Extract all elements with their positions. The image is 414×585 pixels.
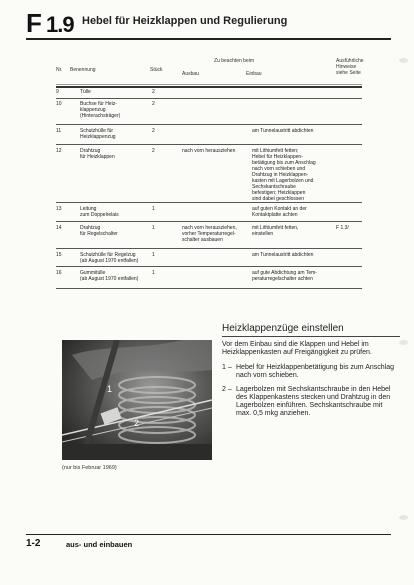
photo-caption: (nur bis Februar 1969) (62, 465, 117, 471)
col-header-ausbau: Ausbau (182, 71, 199, 77)
photo-label-2: 2 (134, 418, 140, 428)
punch-hole (399, 340, 408, 345)
row-divider (56, 266, 362, 267)
section-intro: Vor dem Einbau sind die Klappen und Hebel im Heizklappenkasten auf Freigängigkeit zu prüfen. (222, 341, 372, 356)
row-ausbau: nach vorn herausziehen (182, 148, 236, 154)
row-benennung: Buchse für Heiz- klappenzug (Hinterachsträger) (80, 101, 121, 119)
row-nr: 9 (56, 89, 59, 95)
col-header-einbau: Einbau (246, 71, 262, 77)
page-number: 1-2 (26, 538, 41, 549)
row-einbau: auf guten Kontakt an der Kontaktplatte achten (252, 206, 307, 218)
section-code (26, 8, 74, 39)
col-header-zu-beachten: Zu beachten beim (214, 58, 255, 64)
row-divider (56, 98, 362, 99)
col-header-nr: Nr. (56, 67, 63, 73)
mechanism-photo (62, 340, 212, 460)
row-stueck: 2 (152, 128, 155, 134)
row-benennung: Leitung zum Doppelrelais (80, 206, 119, 218)
row-divider (56, 248, 362, 249)
col-header-hinweise: Ausführliche Hinweise siehe Seite (336, 58, 364, 76)
row-stueck: 2 (152, 101, 155, 107)
row-stueck: 2 (152, 89, 155, 95)
footer-rule (26, 534, 391, 535)
page-title: Hebel für Heizklappen und Regulierung (82, 15, 288, 27)
row-benennung: Gummitülle (ab August 1970 entfallen) (80, 270, 139, 282)
row-stueck: 1 (152, 252, 155, 258)
row-nr: 14 (56, 225, 62, 231)
row-nr: 10 (56, 101, 62, 107)
photo-illustration (62, 340, 212, 460)
row-stueck: 2 (152, 148, 155, 154)
row-einbau: mit Lithiumfett fetten, einstellen (252, 225, 299, 237)
row-stueck: 1 (152, 270, 155, 276)
section-letter: F (26, 8, 41, 38)
punch-hole (399, 58, 408, 63)
section-number: 1.9 (46, 12, 74, 37)
row-divider (56, 144, 362, 145)
col-header-benennung: Benennung (70, 67, 96, 73)
header-rule-thin (56, 84, 362, 85)
step-text: Lagerbolzen mit Sechskantschraube in den Hebel des Klappenkastens stecken und Drahtzug in den Lagerbolzen einführen. Sechskantschraube mit max. 0,5 mkg anziehen. (236, 386, 391, 417)
row-divider (56, 202, 362, 203)
photo-label-1: 1 (107, 384, 113, 394)
page-header (26, 8, 396, 38)
row-einbau: am Tunnelaustritt abdichten (252, 252, 314, 258)
row-ausbau: nach vorn herausziehen, vorher Temperaturregel- schalter ausbauen (182, 225, 237, 243)
section-title: Heizklappenzüge einstellen (222, 323, 344, 334)
step-number: 1 – (222, 364, 232, 371)
step-number: 2 – (222, 386, 232, 393)
footer-title: aus- und einbauen (66, 540, 133, 549)
header-rule (26, 38, 391, 40)
punch-hole (399, 515, 408, 520)
row-benennung: Schutzhülle für Regelzug (ab August 1970 entfallen) (80, 252, 139, 264)
row-nr: 16 (56, 270, 62, 276)
section-rule (222, 336, 400, 337)
row-divider (56, 221, 362, 222)
row-stueck: 1 (152, 225, 155, 231)
row-benennung: Drahtzug für Heizklappen (80, 148, 115, 160)
row-nr: 15 (56, 252, 62, 258)
row-nr: 12 (56, 148, 62, 154)
row-benennung: Drahtzug für Regelschalter (80, 225, 118, 237)
row-benennung: Schutzhülle für Heizklappenzug (80, 128, 116, 140)
row-benennung: Tülle (80, 89, 91, 95)
step-text: Hebel für Heizklappenbetätigung bis zum Anschlag nach vorn schieben. (236, 364, 394, 379)
row-nr: 13 (56, 206, 62, 212)
row-einbau: mit Lithiumfett fetten; Hebel für Heizklappen- betätigung bis zum Anschlag nach vorn schieben und Drahtzug in Heizklappen- kasten mit Lagerbolzen und Sechskantschraube befestigen; Heizklappen sind dabei geschlossen (252, 148, 316, 202)
col-header-stueck: Stück (150, 67, 163, 73)
row-seite: F 1.3/ (336, 225, 349, 231)
row-nr: 11 (56, 128, 62, 134)
row-divider (56, 288, 362, 289)
row-divider (56, 124, 362, 125)
row-einbau: auf gute Abdichtung am Tem- peraturregelschalter achten (252, 270, 317, 282)
row-stueck: 1 (152, 206, 155, 212)
row-einbau: am Tunnelaustritt abdichten (252, 128, 314, 134)
header-rule-thick (56, 86, 362, 88)
